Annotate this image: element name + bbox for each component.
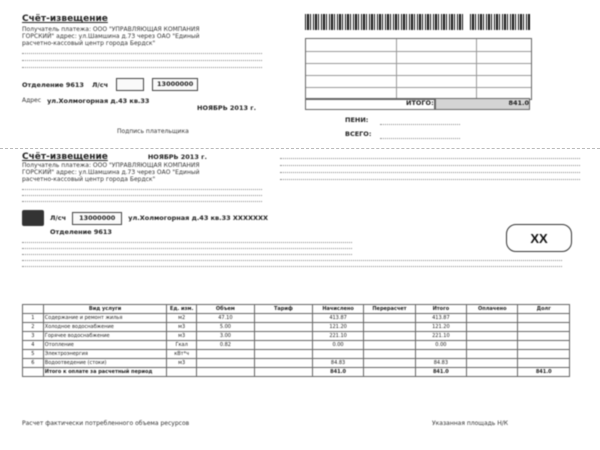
table-cell [364,350,415,359]
total-cell [364,368,415,377]
total-cell [254,368,312,377]
row-number: 2 [23,323,44,332]
table-cell: Содержание и ремонт жилья [43,314,167,323]
table-cell: 5.00 [196,323,254,332]
col-paid: Оплачено [467,305,518,314]
table-cell [196,359,254,368]
top-overall-label: ВСЕГО: [345,130,372,138]
top-notice [22,14,280,142]
total-cell: 841.0 [312,368,363,377]
top-penalty-label: ПЕНИ: [345,116,369,124]
top-account-label: Отделение 9613 [22,80,84,89]
col-accrued: Начислено [312,305,363,314]
bottom-dept-label: Отделение 9613 [50,228,112,236]
top-total-value: 841.0 [435,98,530,110]
table-body [23,314,570,377]
table-cell: кВт*ч [167,350,197,359]
col-tariff: Тариф [254,305,312,314]
table-cell: Холодное водоснабжение [43,323,167,332]
top-penalty-line [380,124,460,125]
col-volume: Объем [196,305,254,314]
table-cell: 221.10 [312,332,363,341]
charges-table [22,304,570,377]
table-cell [518,350,570,359]
table-cell: Электроэнергия [43,350,167,359]
bottom-period: НОЯБРЬ 2013 г. [147,153,207,161]
table-cell: Горячее водоснабжение [43,332,167,341]
row-number: 5 [23,350,44,359]
cut-line [0,148,600,149]
table-cell [518,341,570,350]
table-row [23,314,570,323]
table-row [23,332,570,341]
table-cell [467,341,518,350]
table-cell [254,350,312,359]
table-cell [364,332,415,341]
top-total-label: ИТОГО: [305,98,435,110]
top-dotline-2 [22,60,262,61]
top-dotline-3 [22,67,262,68]
bottom-sender-line2: ГОРСКИЙ" адрес: ул.Шамшина д.73 через ОАО "Единый [22,169,200,176]
col-recalc: Перерасчет [364,305,415,314]
table-cell [467,350,518,359]
col-debt: Долг [518,305,570,314]
table-cell [518,323,570,332]
table-row [23,323,570,332]
footer-left: Расчет фактически потребленного объема ресурсов [22,420,190,427]
bottom-sender-line3: расчетно-кассовый центр города Бердск" [22,176,156,183]
table-cell: м3 [167,359,197,368]
top-address-label: Адрес [22,97,42,104]
top-dotline-1 [22,53,262,54]
table-row [23,359,570,368]
table-cell [364,314,415,323]
total-cell: 841.0 [518,368,570,377]
table-cell [254,359,312,368]
total-cell [196,368,254,377]
row-number: 3 [23,332,44,341]
table-row [23,341,570,350]
table-cell: 413.87 [312,314,363,323]
table-cell: Отопление [43,341,167,350]
table-cell [364,341,415,350]
table-cell: 3.00 [196,332,254,341]
top-sender-line3: расчетно-кассовый центр города Бердск" [22,40,156,47]
bottom-sender-line1: Получатель платежа: ООО "УПРАВЛЯЮЩАЯ КОМПАНИЯ [22,162,200,169]
col-unit: Ед. изм. [167,305,197,314]
table-cell [518,359,570,368]
table-header-row [23,305,570,314]
table-cell [518,314,570,323]
table-cell [467,314,518,323]
top-sign-label: Подпись плательщика [117,128,189,135]
table-cell: 84.83 [312,359,363,368]
col-service: Вид услуги [43,305,167,314]
table-total-row [23,368,570,377]
top-sender-line2: ГОРСКИЙ" адрес: ул.Шамшина д.73 через ОАО "Единый [22,33,200,40]
table-cell [415,350,466,359]
top-total-row [305,98,530,110]
table-cell [254,332,312,341]
bottom-notice [22,152,582,442]
table-cell: 221.10 [415,332,466,341]
bottom-address-value: ул.Холмогорная д.43 кв.33 ХХХХХХХ [128,214,269,222]
table-row [23,350,570,359]
table-cell: 121.20 [415,323,466,332]
total-cell [167,368,197,377]
top-sender-line1: Получатель платежа: ООО "УПРАВЛЯЮЩАЯ КОМПАНИЯ [22,26,200,33]
table-cell [364,359,415,368]
table-cell: 121.20 [312,323,363,332]
top-overall-line [380,138,460,139]
col-total: Итого [415,305,466,314]
total-cell: Итого к оплате за расчетный период [43,368,167,377]
table-cell: м3 [167,323,197,332]
table-cell [467,332,518,341]
top-period: НОЯБРЬ 2013 г. [197,104,257,112]
table-cell: 84.83 [415,359,466,368]
row-number: 1 [23,314,44,323]
table-cell: 0.82 [196,341,254,350]
top-right-grid [305,38,532,100]
bottom-notice-title: Счёт-извещение [22,152,108,162]
table-cell: 47.10 [196,314,254,323]
barcode-2 [470,14,530,30]
bottom-lic-value: 13000000 [72,212,122,225]
total-cell: 841.0 [415,368,466,377]
table-cell [196,350,254,359]
table-cell: м3 [167,332,197,341]
table-cell: 413.87 [415,314,466,323]
top-lic-value: 13000000 [152,78,198,91]
top-right-block [290,12,570,142]
table-cell [467,323,518,332]
table-cell [254,314,312,323]
row-number: 6 [23,359,44,368]
logo-icon [22,210,44,226]
top-address-value: ул.Холмогорная д.43 кв.33 [47,97,150,105]
table-cell [254,323,312,332]
table-cell: 0.00 [415,341,466,350]
table-cell: Водоотведение (стоки) [43,359,167,368]
barcode [305,14,465,30]
top-lic-box-1 [116,78,144,91]
table-cell: м2 [167,314,197,323]
row-number: 4 [23,341,44,350]
code-badge: XX [506,224,572,252]
bottom-lic-label: Л/сч [50,214,67,222]
top-notice-title: Счёт-извещение [22,14,108,24]
table-cell [364,323,415,332]
total-cell [467,368,518,377]
table-cell [254,341,312,350]
table-cell [467,359,518,368]
table-cell [312,350,363,359]
table-cell: Гкал [167,341,197,350]
table-cell: 0.00 [312,341,363,350]
footer-right: Указанная площадь Н/К [432,420,509,427]
table-cell [518,332,570,341]
top-lic-label: Л/сч [91,80,109,89]
